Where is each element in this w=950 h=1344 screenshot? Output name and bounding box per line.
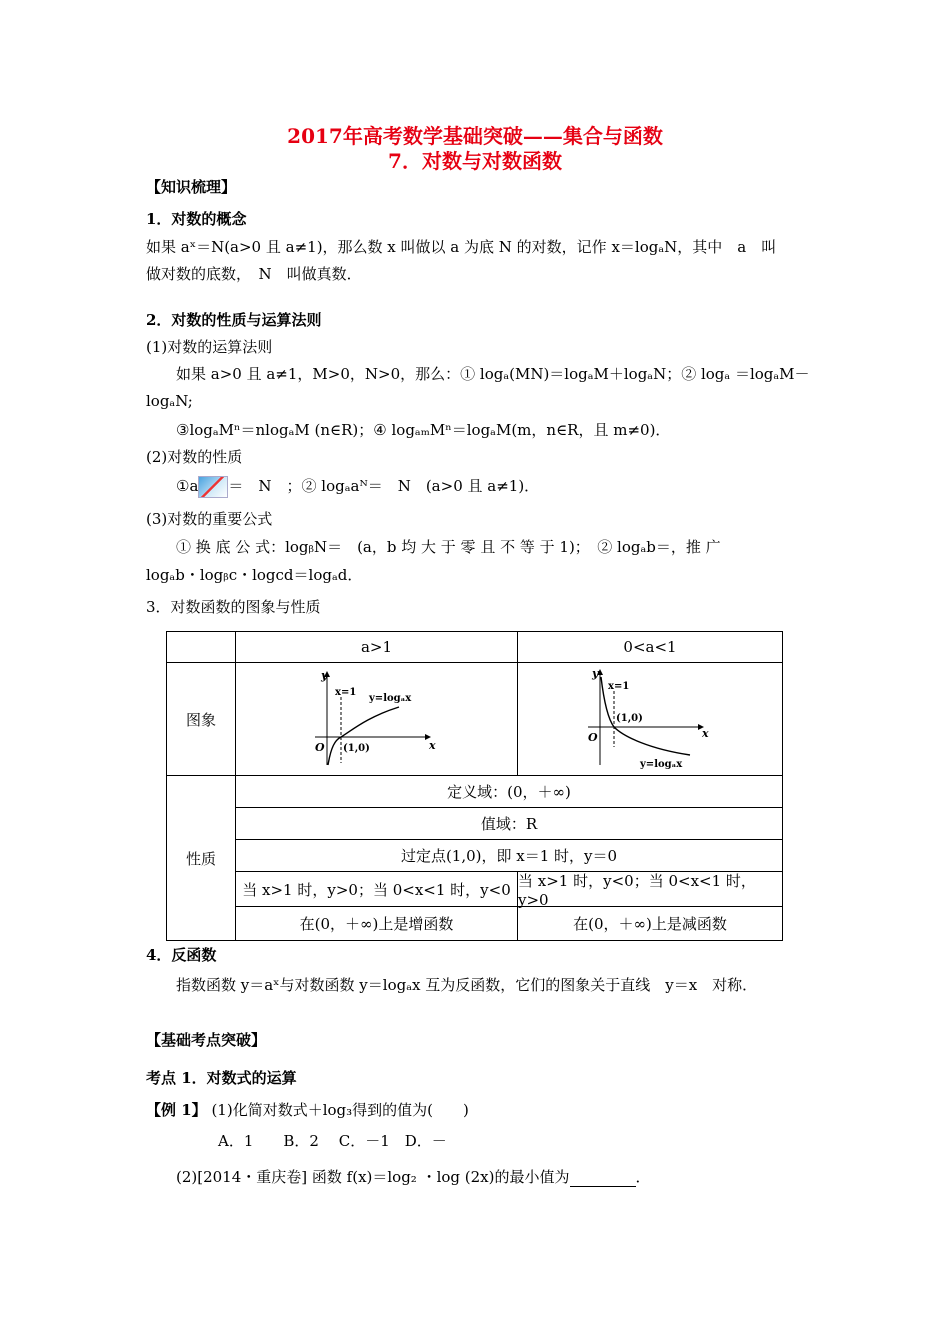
graph-cell-right — [517, 662, 783, 776]
formulas-line1: ① 换 底 公 式：logᵦN＝ (a，b 均 大 于 零 且 不 等 于 1)； ② logₐb＝，推 广 — [176, 538, 721, 556]
heading-log-concept: 1．对数的概念 — [146, 210, 247, 228]
table-head-right: 0<a<1 — [517, 631, 783, 663]
rules-line1: 如果 a>0 且 a≠1，M>0，N>0，那么：① logₐ(MN)＝logₐM＋logₐN；② logₐ ＝logₐM－ — [176, 365, 810, 383]
graph-ylabel: y — [592, 667, 599, 680]
graph-increasing — [307, 667, 447, 771]
graph-curve-label: y=logₐx — [368, 693, 411, 704]
graph-origin: O — [588, 731, 598, 744]
prop-sign-right: 当 x>1 时，y<0；当 0<x<1 时，y>0 — [517, 871, 783, 907]
graph-decreasing — [580, 667, 720, 771]
heading-log-function: 3．对数函数的图象与性质 — [146, 598, 321, 616]
graph-point-label: (1,0) — [342, 743, 370, 754]
concept-paragraph-line1: 如果 aˣ＝N(a>0 且 a≠1)，那么数 x 叫做以 a 为底 N 的对数，记作 x＝logₐN，其中 a 叫 — [146, 238, 777, 256]
graph-curve-label: y=logₐx — [640, 759, 683, 770]
subheading-log-nature: (2)对数的性质 — [146, 448, 243, 466]
graph-vline-label: x=1 — [334, 687, 356, 698]
row-label-properties: 性质 — [166, 775, 236, 941]
example-q1: (1)化简对数式＋log₃得到的值为( ) — [211, 1101, 469, 1119]
graph-cell-left — [235, 662, 518, 776]
formulas-line2: logₐb・logᵦc・logcd＝logₐd． — [146, 566, 363, 584]
graph-xlabel: x — [702, 727, 709, 740]
doc-title-line1: 2017年高考数学基础突破——集合与函数 — [287, 124, 663, 148]
subheading-important-formulas: (3)对数的重要公式 — [146, 510, 273, 528]
prop-domain: 定义域：(0，＋∞) — [235, 775, 783, 808]
prop-mono-right: 在(0，＋∞)上是减函数 — [517, 906, 783, 941]
nature-suffix: ＝ N ；② logₐaᴺ＝ N (a>0 且 a≠1)． — [228, 477, 540, 495]
section-header-knowledge: 【知识梳理】 — [146, 178, 237, 196]
prop-range: 值域：R — [235, 807, 783, 840]
prop-sign-left: 当 x>1 时，y>0；当 0<x<1 时，y<0 — [235, 871, 518, 907]
topic-heading: 考点 1．对数式的运算 — [146, 1069, 297, 1087]
heading-log-properties: 2．对数的性质与运算法则 — [146, 311, 322, 329]
example-q2-end: ． — [635, 1168, 651, 1186]
table-corner-cell — [166, 631, 236, 663]
example-q2 — [176, 1167, 651, 1187]
section-header-breakthrough: 【基础考点突破】 — [146, 1031, 267, 1049]
prop-fixed-point: 过定点(1,0)，即 x＝1 时，y＝0 — [235, 839, 783, 872]
rules-line3: ③logₐMⁿ＝nlogₐM (n∈R)；④ logₐₘMⁿ＝logₐM(m，n∈R，且 m≠0)． — [176, 421, 671, 439]
example-1-question — [146, 1100, 469, 1120]
doc-title-line2: 7．对数与对数函数 — [388, 149, 562, 173]
graph-ylabel: y — [320, 669, 327, 682]
rules-line2: logₐN; — [146, 392, 193, 410]
prop-mono-left: 在(0，＋∞)上是增函数 — [235, 906, 518, 941]
example-options: A．1 B．2 C．－1 D．－ — [218, 1132, 447, 1150]
subheading-operation-rules: (1)对数的运算法则 — [146, 338, 273, 356]
example-label: 【例 1】 — [146, 1101, 207, 1119]
inverse-paragraph: 指数函数 y＝aˣ与对数函数 y＝logₐx 互为反函数，它们的图象关于直线 y＝x 对称． — [176, 976, 758, 994]
concept-paragraph-line2: 做对数的底数， N 叫做真数． — [146, 265, 362, 283]
graph-origin: O — [314, 741, 325, 754]
heading-inverse-function: 4．反函数 — [146, 946, 217, 964]
nature-prefix: ①a — [176, 477, 199, 495]
nature-line — [176, 476, 539, 498]
graph-point-label: (1,0) — [616, 713, 643, 724]
row-label-graph: 图象 — [166, 662, 236, 776]
graph-vline-label: x=1 — [608, 681, 630, 692]
graph-xlabel: x — [428, 739, 436, 752]
formula-image-icon — [198, 476, 228, 498]
answer-blank — [570, 1172, 636, 1187]
example-q2-text: (2)[2014・重庆卷] 函数 f(x)＝log₂ ・log (2x)的最小值为 — [176, 1168, 570, 1186]
log-curve-increasing — [328, 707, 399, 765]
table-head-left: a>1 — [235, 631, 518, 663]
